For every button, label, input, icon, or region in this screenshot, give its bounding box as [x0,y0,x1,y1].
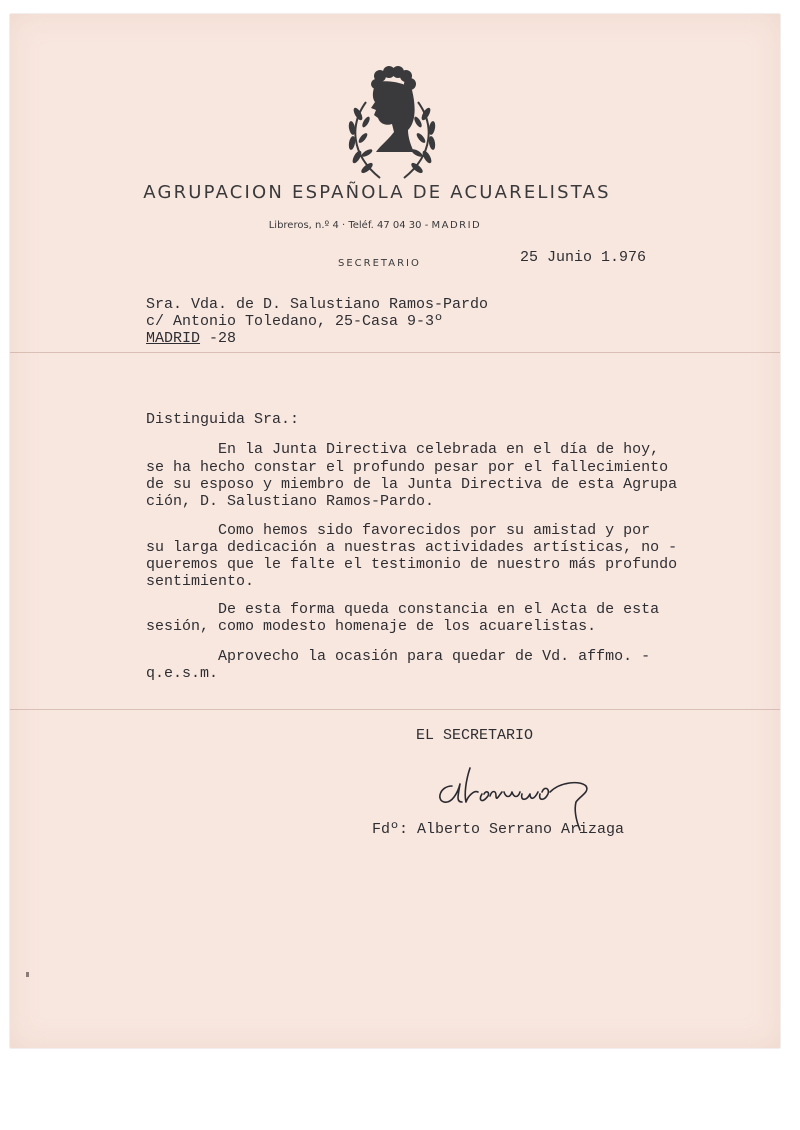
margin-mark [26,972,29,977]
paragraph-line: ción, D. Salustiano Ramos-Pardo. [146,493,435,510]
paragraph-line: se ha hecho constar el profundo pesar por el fallecimiento [146,459,669,476]
paragraph-line: En la Junta Directiva celebrada en el día de hoy, [146,441,660,458]
letter-date: 25 Junio 1.976 [520,249,647,266]
paragraph-line: de su esposo y miembro de la Junta Directiva de esta Agrupa [146,476,678,493]
signature-title: EL SECRETARIO [416,727,534,744]
signatory-name: Fdº: Alberto Serrano Arizaga [372,821,625,838]
paragraph-line: Como hemos sido favorecidos por su amistad y por [146,522,651,539]
organization-address [0,220,760,231]
recipient-postal: -28 [200,330,237,347]
paragraph-line: queremos que le falte el testimonio de nuestro más profundo [146,556,678,573]
paragraph-line: De esta forma queda constancia en el Acta de esta [146,601,660,618]
closing-line: Aprovecho la ocasión para quedar de Vd. affmo. - [146,648,651,665]
fold-line [10,709,780,710]
paragraph-line: sesión, como modesto homenaje de los acuarelistas. [146,618,597,635]
paragraph-line: su larga dedicación a nuestras actividades artísticas, no - [146,539,678,556]
salutation: Distinguida Sra.: [146,411,300,428]
recipient-city-line [146,331,236,347]
organization-name: AGRUPACION ESPAÑOLA DE ACUARELISTAS [143,182,611,203]
department-heading: SECRETARIO [338,258,421,269]
letter-paper [10,14,780,1048]
address-text: Libreros, n.º 4 · Teléf. 47 04 30 - [268,220,432,231]
fold-line [10,352,780,353]
laurel-bust-emblem-icon [336,62,448,186]
address-city: MADRID [431,220,482,231]
recipient-city: MADRID [146,330,201,347]
recipient-street: c/ Antonio Toledano, 25-Casa 9-3º [146,313,444,330]
recipient-name: Sra. Vda. de D. Salustiano Ramos-Pardo [146,296,489,313]
closing-line: q.e.s.m. [146,665,219,682]
paragraph-line: sentimiento. [146,573,255,590]
